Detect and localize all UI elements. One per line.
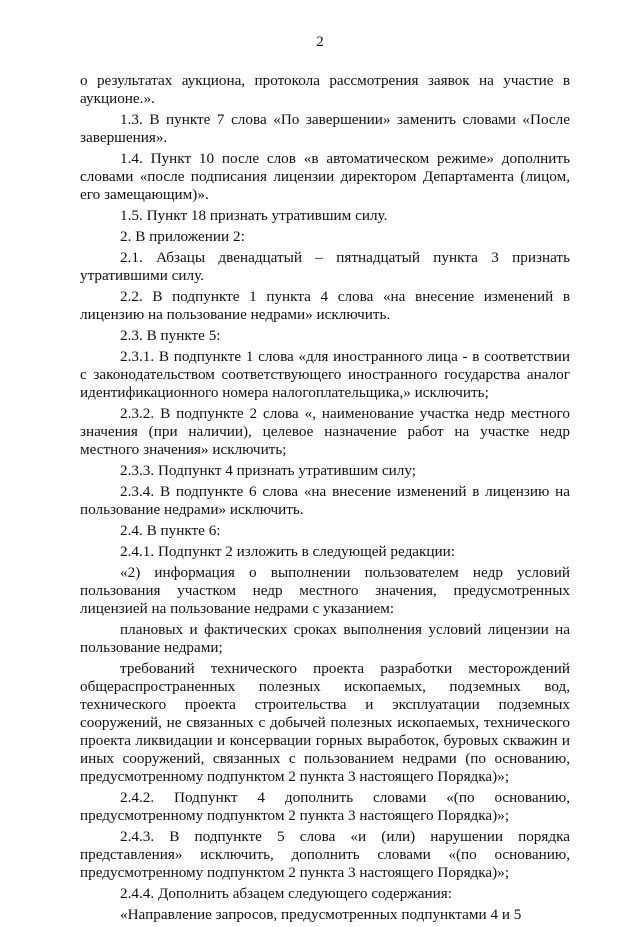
paragraph-item-1-4: 1.4. Пункт 10 после слов «в автоматическом режиме» дополнить словами «после подписания лицензии директором Департамента (лицом, его замещающим)». <box>80 150 570 203</box>
paragraph-item-2-3: 2.3. В пункте 5: <box>120 327 221 344</box>
paragraph-item-2-4-1: 2.4.1. Подпункт 2 изложить в следующей редакции: <box>120 543 456 560</box>
document-body <box>80 72 570 927</box>
paragraph-item-1-3: 1.3. В пункте 7 слова «По завершении» заменить словами «После завершения». <box>80 111 570 146</box>
paragraph-item-2-4-3: 2.4.3. В подпункте 5 слова «и (или) нарушении порядка представления» исключить, дополнить словами «(по основанию, предусмотренному подпунктом 2 пункта 3 настоящего Порядка)»; <box>80 828 570 881</box>
page-number: 2 <box>316 34 324 50</box>
paragraph-quote-deadlines: плановых и фактических сроках выполнения условий лицензии на пользование недрами; <box>80 621 570 656</box>
paragraph-item-2-3-4: 2.3.4. В подпункте 6 слова «на внесение изменений в лицензию на пользование недрами» исключить. <box>80 483 570 518</box>
paragraph-continuation: о результатах аукциона, протокола рассмотрения заявок на участие в аукционе.». <box>80 72 570 107</box>
paragraph-item-2-2: 2.2. В подпункте 1 пункта 4 слова «на внесение изменений в лицензию на пользование недрами» исключить. <box>80 288 570 323</box>
paragraph-item-2-4-2: 2.4.2. Подпункт 4 дополнить словами «(по основанию, предусмотренному подпунктом 2 пункта 3 настоящего Порядка)»; <box>80 789 570 824</box>
paragraph-item-2-3-2: 2.3.2. В подпункте 2 слова «, наименование участка недр местного значения (при наличии), целевое назначение работ на участке недр местного значения» исключить; <box>80 405 570 458</box>
paragraph-item-1-5: 1.5. Пункт 18 признать утратившим силу. <box>120 207 388 224</box>
paragraph-item-2-4: 2.4. В пункте 6: <box>120 522 221 539</box>
paragraph-item-2-3-3: 2.3.3. Подпункт 4 признать утратившим силу; <box>120 462 416 479</box>
paragraph-quote-requests: «Направление запросов, предусмотренных подпунктами 4 и 5 <box>120 906 522 923</box>
paragraph-item-2-1: 2.1. Абзацы двенадцатый – пятнадцатый пункта 3 признать утратившими силу. <box>80 249 570 284</box>
paragraph-item-2-3-1: 2.3.1. В подпункте 1 слова «для иностранного лица - в соответствии с законодательством соответствующего иностранного государства аналог идентификационного номера налогоплательщика,» исключить; <box>80 348 570 401</box>
paragraph-item-2: 2. В приложении 2: <box>120 228 245 245</box>
paragraph-quote-subitem-2: «2) информация о выполнении пользователем недр условий пользования участком недр местного значения, предусмотренных лицензией на пользование недрами с указанием: <box>80 564 570 617</box>
paragraph-quote-requirements: требований технического проекта разработки месторождений общераспространенных полезных ископаемых, подземных вод, технического проекта строительства и эксплуатации подземных сооружений, не связанных с добычей полезных ископаемых, технического проекта ликвидации и консервации горных выработок, буровых скважин и иных сооружений, связанных с пользованием недрами (по основанию, предусмотренному подпунктом 2 пункта 3 настоящего Порядка)»; <box>80 660 570 785</box>
paragraph-item-2-4-4: 2.4.4. Дополнить абзацем следующего содержания: <box>120 885 452 902</box>
